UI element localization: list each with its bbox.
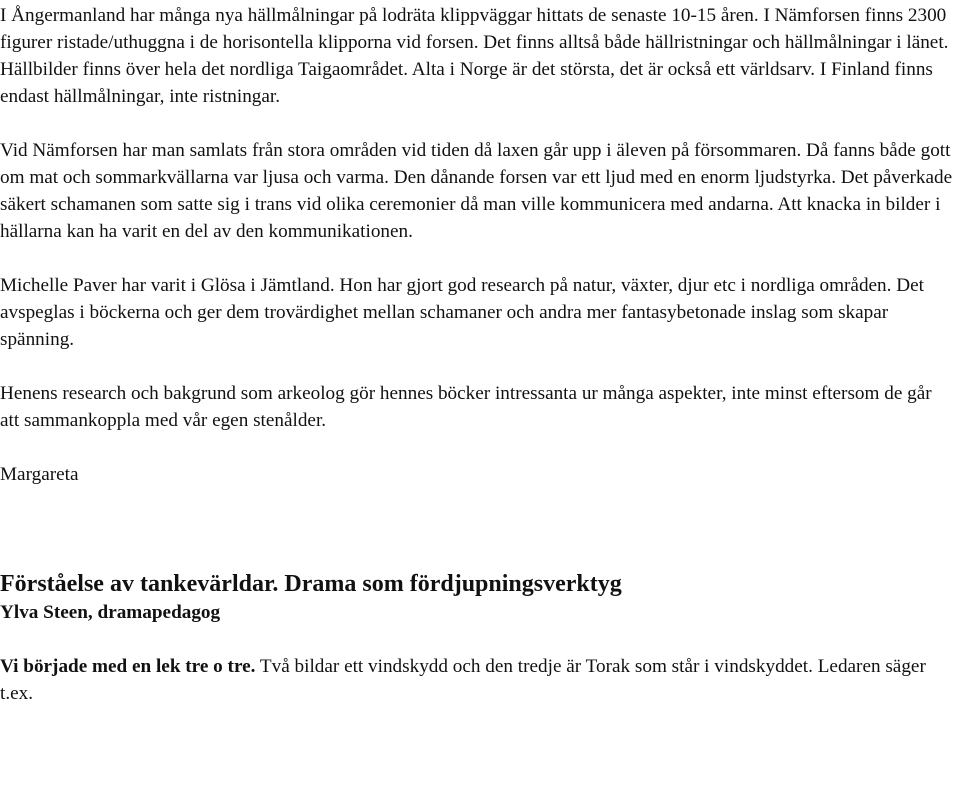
paragraph-research: Henens research och bakgrund som arkeolog gör hennes böcker intressanta ur många aspekter, inte minst eftersom de går att sammankoppla med vår egen stenålder. bbox=[0, 383, 932, 431]
section-spacer bbox=[0, 488, 955, 569]
signature-margareta: Margareta bbox=[0, 464, 79, 485]
paragraph-spacer bbox=[0, 245, 955, 272]
paragraph-michelle-paver: Michelle Paver har varit i Glösa i Jämtland. Hon har gjort god research på natur, växter, djur etc i nordliga områden. Det avspeglas i böckerna och ger dem trovärdighet mellan schamaner och andra mer fantasybetonade inslag som skapar spänning. bbox=[0, 275, 924, 350]
section-title: Förståelse av tankevärldar. Drama som fördjupningsverktyg bbox=[0, 571, 622, 597]
paragraph-spacer bbox=[0, 434, 955, 461]
section-author: Ylva Steen, dramapedagog bbox=[0, 602, 221, 623]
paragraph-rock-art: I Ångermanland har många nya hällmålningar på lodräta klippväggar hittats de senaste 10-15 åren. I Nämforsen finns 2300 figurer ristade/uthuggna i de horisontella klipporna vid forsen. Det finns alltså både hällristningar och hällmålningar i länet. Hällbilder finns över hela det nordliga Taigaområdet. Alta i Norge är det största, det är också ett världsarv. I Finland finns endast hällmålningar, inte ristningar. bbox=[0, 5, 949, 107]
intro-bold-text: Vi började med en lek tre o tre. bbox=[0, 656, 256, 677]
paragraph-intro bbox=[0, 653, 955, 707]
paragraph-spacer bbox=[0, 110, 955, 137]
intro-text: Två bildar ett vindskydd och den tredje är Torak som står i vindskyddet. Ledaren säger t.ex. bbox=[0, 656, 926, 704]
paragraph-namforsen: Vid Nämforsen har man samlats från stora områden vid tiden då laxen går upp i äleven på försommaren. Då fanns både gott om mat och sommarkvällarna var ljusa och varma. Den dånande forsen var ett ljud med en enorm ljudstyrka. Det påverkade säkert schamanen som satte sig i trans vid olika ceremonier då man ville kommunicera med andarna. Att knacka in bilder i hällarna kan ha varit en del av den kommunikationen. bbox=[0, 140, 953, 242]
document-page bbox=[0, 2, 955, 707]
paragraph-spacer bbox=[0, 626, 955, 653]
paragraph-spacer bbox=[0, 353, 955, 380]
